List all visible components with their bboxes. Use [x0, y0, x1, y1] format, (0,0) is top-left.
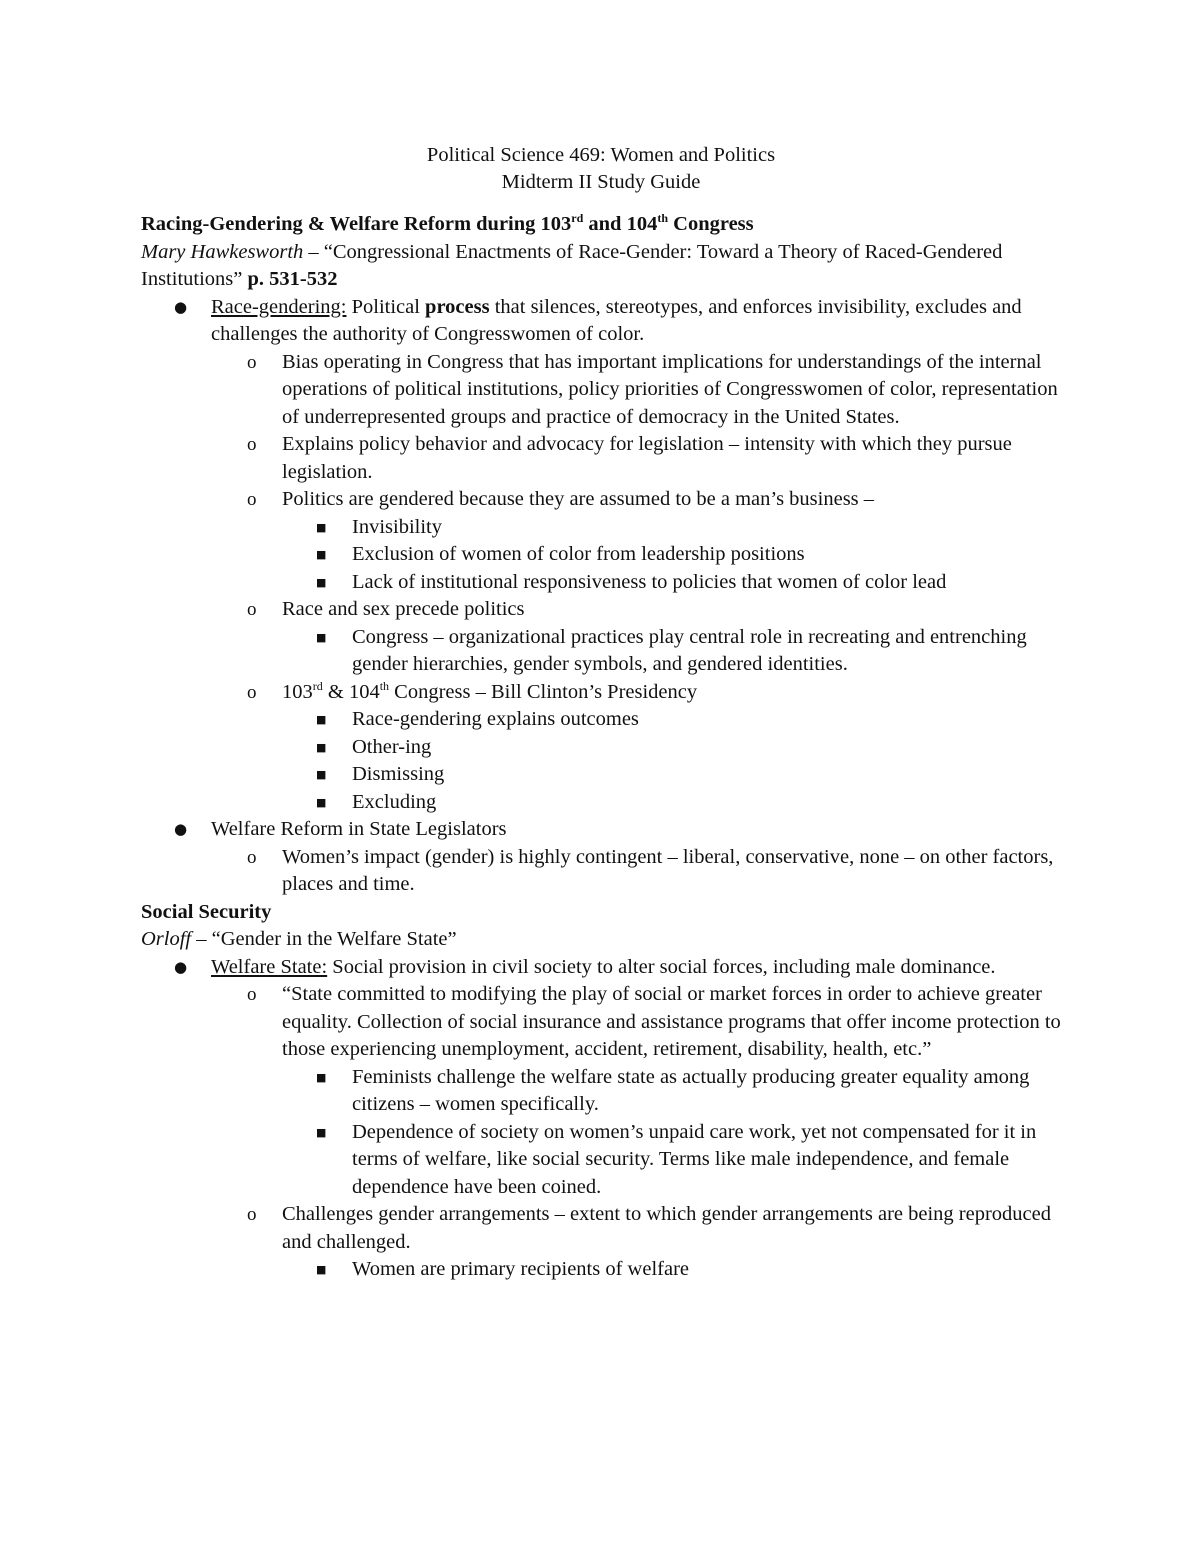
sub-sub-item: ■ Race-gendering explains outcomes [282, 706, 1061, 734]
section-heading-social-security: Social Security [141, 900, 272, 923]
sub-item: o Women’s impact (gender) is highly contingent – liberal, conservative, none – on other factors, places and time. [247, 845, 1054, 895]
sub-sub-list [282, 1064, 1061, 1202]
spacer [141, 196, 1061, 211]
sub-sub-list [282, 706, 1061, 816]
sub-item-challenges: o Challenges gender arrangements – extent to which gender arrangements are being reproduced and challenged. ■ Women are primary recipients of welfare [211, 1201, 1061, 1284]
sub-sub-item: ■ Congress – organizational practices play central role in recreating and entrenching gender hierarchies, gender symbols, and gendered identities. [316, 625, 1027, 675]
square-marker: ■ [316, 575, 327, 589]
sub-list-race-gendering [211, 349, 1061, 817]
citation-pages: p. 531-532 [247, 268, 338, 290]
term-race-gendering: Race-gendering: [211, 295, 347, 318]
citation-author: Mary Hawkesworth [141, 240, 304, 263]
citation-orloff: Orloff – “Gender in the Welfare State” [141, 928, 457, 950]
term-welfare-state: Welfare State: [211, 955, 328, 978]
square-marker: ■ [316, 1263, 327, 1276]
citation-author: Orloff [141, 928, 192, 950]
sub-sub-item: ■ Feminists challenge the welfare state as actually producing greater equality among citizens – women specifically. [316, 1065, 1030, 1115]
sub-sub-list [282, 624, 1061, 679]
document-body [141, 142, 1061, 1284]
sub-marker: o [247, 434, 257, 455]
bullet-welfare-state: ● Welfare State: Social provision in civil society to alter social forces, including male dominance. o “State committed to modifying the play of social or market forces in order to achieve greater equality. Collection of social insurance and assistance programs that offer income protection to those experiencing unemployment, accident, retirement, disability, health, etc.” ■ Feminists challenge the welfare state as actually producing greater equality among citizens – women specifically. ■ Dependence of society on women’s unpaid care work, yet not compensated for it in terms of welfare, like social security. Terms like male independence, and female dependence have been coined. o Challenges gender arrangements – extent to which gender arrangements are being reproduced and challenged. ■ Women are primary recipients of welfare [141, 954, 1061, 1284]
sub-item: o Bias operating in Congress that has important implications for understandings of the internal operations of political institutions, policy priorities of Congresswomen of color, representation of underrepresented groups and practice of democracy in the United States. [247, 350, 1058, 428]
sub-item-quote: o “State committed to modifying the play of social or market forces in order to achieve greater equality. Collection of social insurance and assistance programs that offer income protection to those experiencing unemployment, accident, retirement, disability, health, etc.” ■ Feminists challenge the welfare state as actually producing greater equality among citizens – women specifically. ■ Dependence of society on women’s unpaid care work, yet not compensated for it in terms of welfare, like social security. Terms like male independence, and female dependence have been coined. [211, 981, 1061, 1201]
sub-sub-item: ■ Invisibility [282, 514, 1061, 542]
sub-item-congress: o 103rd & 104th Congress – Bill Clinton’s Presidency ■ Race-gendering explains outcomes ■ Other-ing ■ Dismissing ■ Excluding [211, 679, 1061, 817]
sub-list-welfare-state [211, 981, 1061, 1284]
sub-sub-item: ■ Lack of institutional responsiveness to policies that women of color lead [282, 569, 1061, 597]
sub-sub-item: ■ Women are primary recipients of welfare [282, 1256, 1061, 1284]
sub-marker: o [247, 846, 257, 868]
bullet-list-section2 [141, 954, 1061, 1284]
sub-list-welfare-reform [211, 844, 1061, 899]
sub-item: o Explains policy behavior and advocacy for legislation – intensity with which they pursue legislation. [247, 433, 1012, 483]
square-marker: ■ [316, 768, 327, 781]
sub-sub-item: ■ Dependence of society on women’s unpaid care work, yet not compensated for it in terms of welfare, like social security. Terms like male independence, and female dependence have been coined. [316, 1120, 1037, 1198]
sub-sub-item: ■ Dismissing [282, 761, 1061, 789]
square-marker: ■ [316, 795, 327, 809]
sub-sub-item: ■ Exclusion of women of color from leadership positions [282, 541, 1061, 569]
square-marker: ■ [316, 713, 327, 726]
sub-sub-item: ■ Excluding [282, 789, 1061, 817]
document-subtitle: Midterm II Study Guide [501, 171, 701, 193]
sub-marker: o [247, 351, 257, 373]
square-marker: ■ [316, 740, 327, 754]
bullet-list-section1 [141, 294, 1061, 899]
bullet-marker: ● [174, 957, 188, 976]
sub-sub-list [282, 514, 1061, 597]
sub-sub-item: ■ Other-ing [282, 734, 1061, 762]
square-marker: ■ [316, 520, 327, 534]
citation-hawkesworth: Mary Hawkesworth – “Congressional Enactments of Race-Gender: Toward a Theory of Raced-Gendered Institutions” p. 531-532 [141, 240, 1003, 290]
square-marker: ■ [316, 548, 327, 561]
sub-marker: o [247, 1204, 257, 1225]
sub-item: o Race and sex precede politics ■ Congress – organizational practices play central role in recreating and entrenching gender hierarchies, gender symbols, and gendered identities. [211, 596, 1061, 679]
sub-marker: o [247, 599, 257, 620]
bullet-marker: ● [174, 820, 188, 838]
square-marker: ■ [316, 1125, 327, 1139]
bullet-marker: ● [174, 297, 188, 316]
square-marker: ■ [316, 1070, 327, 1084]
square-marker: ■ [316, 630, 327, 644]
sub-marker: o [247, 984, 257, 1005]
sub-marker: o [247, 681, 257, 703]
sub-sub-list [282, 1256, 1061, 1284]
section-heading-racing-gendering: Racing-Gendering & Welfare Reform during 103rd and 104th Congress [141, 211, 754, 235]
sub-item: o Politics are gendered because they are assumed to be a man’s business – ■ Invisibility ■ Exclusion of women of color from leadership positions ■ Lack of institutional responsiveness to policies that women of color lead [211, 486, 1061, 596]
bullet-welfare-reform: ● Welfare Reform in State Legislators o Women’s impact (gender) is highly contingent – liberal, conservative, none – on other factors, places and time. [141, 816, 1061, 899]
bullet-race-gendering: ● Race-gendering: Political process that silences, stereotypes, and enforces invisibility, excludes and challenges the authority of Congresswomen of color. o Bias operating in Congress that has important implications for understandings of the internal operations of political institutions, policy priorities of Congresswomen of color, representation of underrepresented groups and practice of democracy in the United States. o Explains policy behavior and advocacy for legislation – intensity with which they pursue legislation. o Politics are gendered because they are assumed to be a man’s business – ■ Invisibility ■ Exclusion of women of color from leadership positions ■ Lack of institutional responsiveness to policies that women of color lead o Race and sex precede politics ■ Congress – organizational practices play central role in recreating and entrenching gender hierarchies, gender symbols, and gendered identities. o 103rd & 104th Congress – Bill Clinton’s Presidency ■ Race-gendering explains outcomes ■ Other-ing ■ Dismissing ■ Excluding [141, 294, 1061, 817]
document-title: Political Science 469: Women and Politics [426, 144, 776, 166]
sub-marker: o [247, 489, 257, 510]
